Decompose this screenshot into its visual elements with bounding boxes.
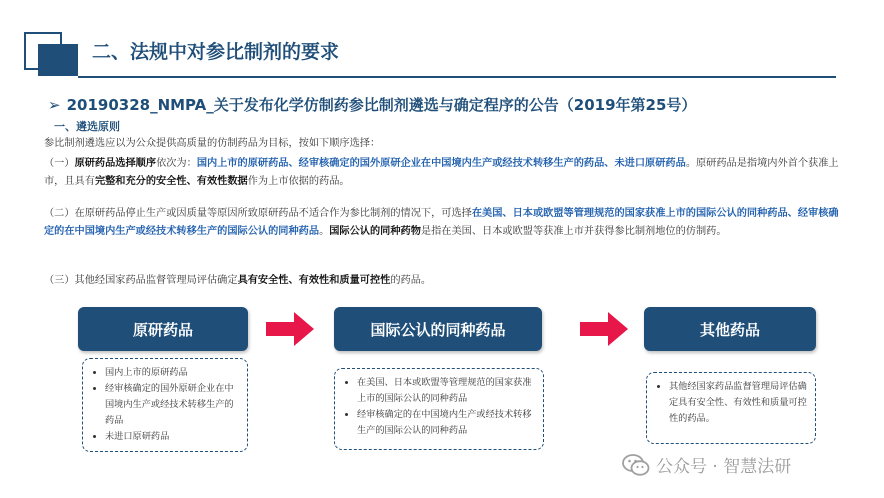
subtitle [48, 94, 696, 115]
p3-text-1: （三）其他经国家药品监督管理局评估确定 [44, 275, 238, 286]
paragraph-3 [44, 272, 840, 290]
header-decoration-fill [38, 44, 78, 76]
flow-box-international-drug: 国际公认的同种药品 [334, 307, 542, 351]
header-divider [78, 76, 836, 78]
section-heading: 一、遴选原则 [54, 120, 120, 133]
watermark-text: 公众号 · 智慧法研 [656, 457, 792, 477]
list-item: • 未进口原研药品 [105, 429, 239, 445]
p2-bold: 国际公认的同种药物 [329, 226, 421, 237]
paragraph-2 [44, 205, 840, 241]
p3-bold: 具有安全性、有效性和质量可控性 [237, 275, 391, 286]
page-title: 二、法规中对参比制剂的要求 [92, 41, 340, 63]
list-item: • 在美国、日本或欧盟等管理规范的国家获准上市的国际公认的同种药品 [357, 375, 535, 407]
p1-highlight: 国内上市的原研药品、经审核确定的国外原研企业在中国境内生产或经技术转移生产的药品、未进口原研药品 [196, 158, 686, 169]
flow-box-other-drug: 其他药品 [644, 307, 816, 351]
p2-text-3: 是指在美国、日本或欧盟等获准上市并获得参比制剂地位的仿制药。 [420, 226, 727, 237]
subtitle-text: 20190328_NMPA_关于发布化学仿制药参比制剂遴选与确定程序的公告（2019年第25号） [66, 96, 697, 114]
detail-box-other-drug [646, 372, 816, 444]
p3-text-2: 的药品。 [390, 275, 432, 286]
list-item: • 国内上市的原研药品 [105, 365, 239, 381]
paragraph-1 [44, 155, 840, 191]
p2-highlight: 在美国、日本或欧盟等管理规范的国家获准上市的国际公认的同种药品、经审核确定的在中国境内生产或经技术转移生产的国际公认的同种药品 [44, 208, 839, 237]
p2-text-2: 。 [319, 226, 330, 237]
flow-arrow-icon [266, 312, 314, 346]
flow-arrow-icon [580, 312, 628, 346]
p1-term: 原研药品选择顺序 [74, 158, 157, 169]
flow-box-original-drug: 原研药品 [78, 307, 248, 351]
intro-paragraph: 参比制剂遴选应以为公众提供高质量的仿制药品为目标，按如下顺序选择： [44, 138, 381, 149]
wechat-icon [622, 453, 650, 477]
p1-bold: 完整和充分的安全性、有效性数据 [94, 176, 248, 187]
p2-text-1: （二）在原研药品停止生产或因质量等原因所致原研药品不适合作为参比制剂的情况下，可选择 [44, 208, 472, 219]
detail-box-original-drug [82, 358, 248, 452]
p1-text-3: 作为上市依据的药品。 [247, 176, 350, 187]
list-item: • 其他经国家药品监督管理局评估确定具有安全性、有效性和质量可控性的药品。 [669, 379, 807, 427]
list-item: • 经审核确定的国外原研企业在中国境内生产或经技术转移生产的药品 [105, 381, 239, 429]
list-item: • 经审核确定的在中国境内生产或经技术转移生产的国际公认的同种药品 [357, 407, 535, 439]
p1-lead: （一） [44, 158, 75, 169]
watermark [622, 452, 791, 477]
detail-box-international-drug [334, 368, 544, 450]
p1-text-1: 依次为： [156, 158, 197, 169]
p1-text-2: 。原研药品是指境内外首个获准上市，且具有 [44, 158, 839, 187]
bullet-arrow-icon: ➢ [48, 96, 61, 114]
